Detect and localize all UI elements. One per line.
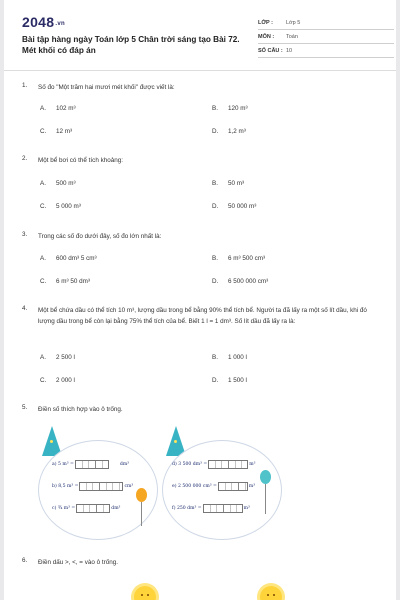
- fill-row-f[interactable]: f) 250 dm³ = m³: [172, 506, 250, 511]
- site-logo[interactable]: $2048^{.vn}$: [22, 14, 65, 30]
- meta-count: SỐ CÂU : 10: [258, 44, 394, 58]
- orange-balloon-icon: [136, 488, 147, 502]
- hat-dot-icon: [50, 440, 53, 443]
- fill-row-b[interactable]: b) 8,5 m³ = cm³: [52, 484, 134, 489]
- meta-class: LỚP : Lớp 5: [258, 16, 394, 30]
- q3-option-b[interactable]: B. 6 m³ 500 cm³: [212, 255, 266, 262]
- header-divider: [4, 70, 396, 71]
- fill-row-a[interactable]: a) 5 m³ = dm³: [52, 462, 130, 467]
- q3-option-a[interactable]: A. 600 dm³ 5 cm³: [40, 255, 97, 262]
- q4-option-d[interactable]: D. 1 500 l: [212, 377, 247, 384]
- fill-row-e[interactable]: e) 2 500 000 cm³ = m³: [172, 484, 256, 489]
- q4-option-c[interactable]: C. 2 000 l: [40, 377, 75, 384]
- q1-option-b[interactable]: B. 120 m³: [212, 105, 248, 112]
- meta-subject: MÔN : Toán: [258, 30, 394, 44]
- q4-option-b[interactable]: B. 1 000 l: [212, 354, 247, 361]
- q2-option-c[interactable]: C. 5 000 m³: [40, 203, 81, 210]
- question-5-figure: [38, 420, 358, 540]
- q2-option-d[interactable]: D. 50 000 m³: [212, 203, 257, 210]
- q3-option-c[interactable]: C. 6 m³ 50 dm³: [40, 278, 90, 285]
- balloon-string: [265, 484, 266, 514]
- header: [22, 14, 382, 55]
- q2-option-a[interactable]: A. 500 m³: [40, 180, 76, 187]
- q1-option-c[interactable]: C. 12 m³: [40, 128, 73, 135]
- q2-option-b[interactable]: B. 50 m³: [212, 180, 245, 187]
- meta-table: [258, 16, 394, 58]
- teal-balloon-icon: [260, 470, 271, 484]
- sun-icon: [260, 586, 282, 600]
- q4-option-a[interactable]: A. 2 500 l: [40, 354, 75, 361]
- balloon-string: [141, 502, 142, 526]
- q1-option-d[interactable]: D. 1,2 m³: [212, 128, 246, 135]
- fill-row-c[interactable]: c) ¾ m³ = dm³: [52, 506, 121, 511]
- sun-icon: [134, 586, 156, 600]
- fill-row-d[interactable]: d) 3 500 dm³ = m³: [172, 462, 256, 467]
- page-title: Bài tập hàng ngày Toán lớp 5 Chân trời sáng tạo Bài 72. Mét khối có đáp án: [22, 35, 240, 55]
- q3-option-d[interactable]: D. 6 500 000 cm³: [212, 278, 269, 285]
- q1-option-a[interactable]: A. 102 m³: [40, 105, 76, 112]
- hat-dot-icon: [174, 440, 177, 443]
- worksheet-page: $2048^{.vn}$ Bài tập hàng ngày Toán lớp 5 Chân trời sáng tạo Bài 72. Mét khối có đáp án LỚP : Lớp 5 MÔN : Toán SỐ CÂU : 10 1. Số đo "Một trăm hai mươi mét khối" được viết là: A. 102 m³ B. 120 m³ C. 12 m³ D. 1,2 m³ 2. Một bể bơi có thể tích khoảng: A. 500 m³ B. 50 m³ C. 5 000 m³ D. 50 000 m³ 3. Trong các số đo dưới đây, số đo lớn nhất là: A. 600 dm³ 5 cm³ B. 6 m³ 500 cm³ C. 6 m³ 50 dm³ D. 6 500 000 cm³ 4. Một bể chứa dầu có thể tích 10 m³, lượng dầu trong bể bằng 90% thể tích bể. Người ta đã lấy ra một số lít dầu, khi đó lượng dầu trong bể còn lại bằng 75% thể tích của bể. Biết 1 l = 1 dm³. Số lít dầu đã lấy ra là: A. 2 500 l B. 1 000 l C. 2 000 l D. 1 500 l 5. Điền số thích hợp vào ô trống. a) 5 m³ = dm³ b) 8,5 m³ = cm³ c) ¾ m³ = dm³ d) 3 500 dm³ = m³ e) 2 500 000 cm³ = m³ f) 250 dm³ = m³ 6. Điền dấu >, <, = vào ô trống.: [4, 0, 396, 600]
